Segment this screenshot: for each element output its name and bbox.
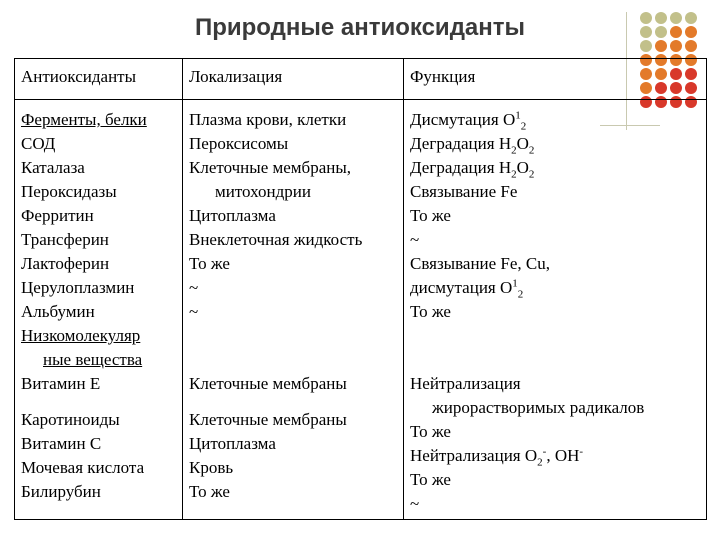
page-title: Природные антиоксиданты bbox=[194, 14, 526, 41]
antioxidants-cell bbox=[15, 100, 183, 520]
list-item: Нейтрализация bbox=[410, 374, 521, 393]
list-item: ~ bbox=[410, 230, 420, 249]
list-item: То же bbox=[410, 206, 451, 225]
decorative-dot bbox=[685, 26, 697, 38]
list-item: Нейтрализация $О_2^-$, ОН- bbox=[410, 445, 584, 469]
list-item: Низкомолекуляр bbox=[21, 326, 141, 345]
list-item: Пероксидазы bbox=[21, 182, 117, 201]
table-header-row bbox=[15, 59, 707, 100]
list-item: Билирубин bbox=[21, 482, 101, 501]
decorative-dot bbox=[670, 26, 682, 38]
list-item: Клеточные мембраны bbox=[189, 410, 347, 429]
list-item: Пероксисомы bbox=[189, 134, 289, 153]
list-item: митохондрии bbox=[215, 182, 311, 201]
list-item: Внеклеточная жидкость bbox=[189, 230, 363, 249]
list-item: Витамин С bbox=[21, 434, 102, 453]
table-row bbox=[15, 100, 707, 520]
decorative-dot bbox=[685, 12, 697, 24]
list-item: ~ bbox=[189, 278, 199, 297]
list-item: То же bbox=[410, 422, 451, 441]
header-localization: Локализация bbox=[183, 59, 404, 100]
header-function: Функция bbox=[404, 59, 707, 100]
list-item: Каротиноиды bbox=[21, 410, 120, 429]
list-item: То же bbox=[410, 302, 451, 321]
list-item: Церулоплазмин bbox=[21, 278, 135, 297]
decorative-dot bbox=[670, 40, 682, 52]
list-item: СОД bbox=[21, 134, 56, 153]
list-item: То же bbox=[410, 470, 451, 489]
list-item: ~ bbox=[189, 302, 199, 321]
list-item: жирорастворимых радикалов bbox=[432, 398, 645, 417]
list-item: ~ bbox=[410, 494, 420, 513]
header-antioxidants: Антиоксиданты bbox=[15, 59, 183, 100]
list-item: Ферритин bbox=[21, 206, 94, 225]
antioxidants-table bbox=[14, 58, 707, 520]
list-item: Ферменты, белки bbox=[21, 110, 147, 129]
list-item: Дисмутация $О^1_2$ bbox=[410, 109, 527, 133]
list-item: Лактоферин bbox=[21, 254, 110, 273]
list-item: Кровь bbox=[189, 458, 234, 477]
list-item: Клеточные мембраны bbox=[189, 374, 347, 393]
list-item: дисмутация $О^1_2$ bbox=[410, 277, 524, 301]
decorative-dot bbox=[640, 26, 652, 38]
decorative-dot bbox=[640, 12, 652, 24]
list-item: Деградация $Н_2О_2$ bbox=[410, 134, 535, 157]
list-item: То же bbox=[189, 254, 230, 273]
list-item: То же bbox=[189, 482, 230, 501]
decorative-dot bbox=[655, 40, 667, 52]
list-item: ные вещества bbox=[43, 350, 143, 369]
list-item: Трансферин bbox=[21, 230, 109, 249]
list-item: Альбумин bbox=[21, 302, 95, 321]
list-item: Витамин Е bbox=[21, 374, 101, 393]
decorative-dot bbox=[655, 12, 667, 24]
list-item: Цитоплазма bbox=[189, 206, 276, 225]
decorative-dot bbox=[655, 26, 667, 38]
list-item: Плазма крови, клетки bbox=[189, 110, 347, 129]
decorative-dot bbox=[670, 12, 682, 24]
list-item: Цитоплазма bbox=[189, 434, 276, 453]
decorative-dot bbox=[640, 40, 652, 52]
list-item: Связывание Fe bbox=[410, 182, 518, 201]
function-cell bbox=[404, 100, 707, 520]
list-item: Каталаза bbox=[21, 158, 85, 177]
list-item: Деградация $Н_2О_2$ bbox=[410, 158, 535, 181]
list-item: Клеточные мембраны, bbox=[189, 158, 352, 177]
decorative-dot bbox=[685, 40, 697, 52]
localization-cell bbox=[183, 100, 404, 520]
list-item: Мочевая кислота bbox=[21, 458, 145, 477]
list-item: Связывание Fe, Cu, bbox=[410, 254, 551, 273]
